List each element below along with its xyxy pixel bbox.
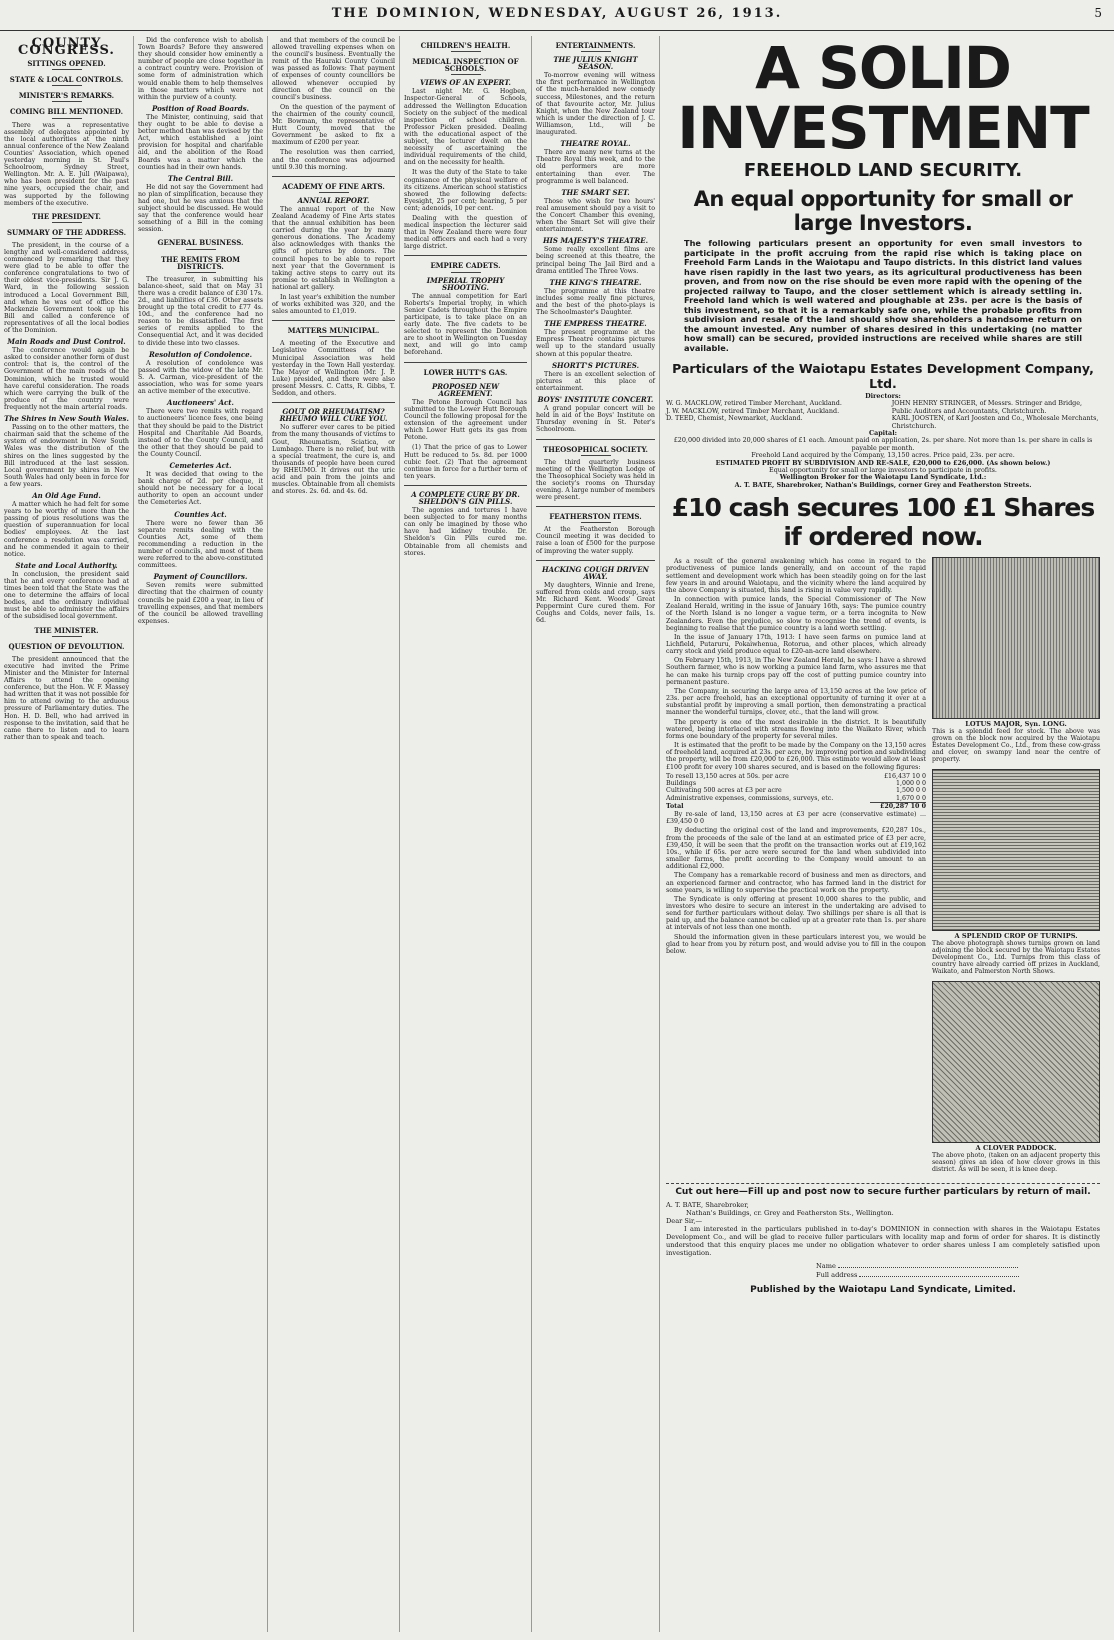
photo-caption xyxy=(932,1145,1100,1173)
article-paragraph: The president announced that the executive had invited the Prime Minister and the Minister for Internal Affairs to attend the opening conference, but the Hon. W. F. Massey had written that it was not possible for him to attend owing to the arduous pressure of Parliamentary duties. The Hon. H. D. Bell, who had arrived in response to the invitation, said that he came there to listen and to learn rather than to speak and teach. xyxy=(4,655,129,741)
directors-label: Directors: xyxy=(865,392,901,400)
article-paragraph: In last year's exhibition the number of works exhibited was 320, and the sales amounted to £1,019. xyxy=(272,294,395,316)
article-paragraph: and that members of the council be allowed travelling expenses when on the council's business. Eventually the remit of the Hauraki County Council was passed as follows: That payment of expenses of county councillors be allowed whenever occupied by direction of the council on the council's business. xyxy=(272,37,395,101)
section-heading: Main Roads and Dust Control. xyxy=(7,337,126,347)
director: D. TEED, Chemist, Newmarket, Auckland. xyxy=(666,414,803,423)
article-paragraph: The annual competition for Earl Roberts's Imperial trophy, in which Senior Cadets throughout the Empire participate, is to take place on an early date. The five cadets to be selected to represent the Dominion are to shoot in Wellington on Tuesday next, and will go into camp beforehand. xyxy=(404,292,527,357)
caption-text: The above photo, (taken on an adjacent property this season) gives an idea of how clover grows in this district. As will be seen, it is knee deep. xyxy=(932,1152,1100,1174)
article-paragraph: To-morrow evening will witness the first performance in Wellington of the much-heralded new comedy success, Milestones, and the return of that favourite actor, Mr. Julius Knight, when the New Zealand tour which is under the direction of J. C. Williamson, Ltd., will be inaugurated. xyxy=(536,72,655,137)
ad-paragraph: By deducting the original cost of the land and improvements, £20,287 10s., from the proceeds of the sale of the land at an estimated price of £3 per acre, £39,450, it will be seen that the profit on the transaction works out at £19,162 10s., while if 65s. per acre were secured for the land when subdivided into smaller farms, the profit according to the Company would amount to an additional £2,000. xyxy=(666,827,926,871)
table-row xyxy=(666,802,926,810)
cut-out-coupon-heading: Cut out here—Fill up and post now to secure further particulars by return of mail. xyxy=(666,1183,1100,1197)
advertisement-text: No sufferer ever cares to be pitied from the many thousands of victims to Gout, Rheumatism, Sciatica, or Lumbago. There is no relief, but with a special treatment, the cure is, and thousands of people have been cured by RHEUMO. It drives out the uric acid and pain from the joints and muscles. Obtainable from all chemists and stores. 2s. 6d. and 4s. 6d. xyxy=(272,424,395,496)
section-heading: QUESTION OF DEVOLUTION. xyxy=(4,643,129,653)
directors-list xyxy=(666,400,1100,430)
section-heading: State and Local Authority. xyxy=(15,560,118,570)
coupon-address-label: Full address xyxy=(816,1271,858,1280)
section-heading: THE KING'S THEATRE. xyxy=(549,277,642,287)
article-paragraph: There were two remits with regard to auctioneers' licence fees, one being that they should be paid to the District Hospital and Charitable Aid Boards, instead of to the County Council, and the other that they should be paid to the County Council. xyxy=(138,408,263,458)
advertisement-heading: A COMPLETE CURE BY DR. SHELDON'S GIN PILLS. xyxy=(411,489,520,506)
table-row xyxy=(666,795,926,803)
section-heading: THE SMART SET. xyxy=(561,187,630,197)
section-heading: SHORTT'S PICTURES. xyxy=(551,360,640,370)
article-paragraph: Dealing with the question of medical inspection the lecturer said that in New Zealand there were four medical officers and each had a very large district. xyxy=(404,214,527,251)
section-heading: Resolution of Condolence. xyxy=(148,349,253,359)
table-cell: Administrative expenses, commissions, surveys, etc. xyxy=(666,794,834,802)
article-paragraph: There are many new turns at the Theatre Royal this week, and to the old performers are more entertaining than ever. The programme is well balanced. xyxy=(536,149,655,185)
article-paragraph: In conclusion, the president said that he and every conference had at times been told that the State was the one to determine the affairs of local bodies, and the ordinary individual must be able to administer the affairs of the subsidised local government. xyxy=(4,570,129,621)
broker-name: A. T. BATE, Sharebroker, Nathan's Buildings, corner Grey and Featherston Streets. xyxy=(734,480,1032,489)
article-paragraph: Passing on to the other matters, the chairman said that the scheme of the system of endowment in New South Wales was the distribution of the shires on the lines suggested by the Bill introduced at the last session. Local government by shires in New South Wales had only been in force for a few years. xyxy=(4,424,129,488)
article-paragraph: The president, in the course of a lengthy and well-considered address, commenced by remarking that they were glad to be able to offer the conference congratulations to two of their oldest vice-presidents. Sir J. G. Ward, in the following session introduced a Local Government Bill, and when he was out of office the Mackenzie Government took up his Bill and called a conference of representatives of all the local bodies of the Dominion. xyxy=(4,241,129,334)
order-coupon xyxy=(666,1201,1100,1279)
article-paragraph: There were no fewer than 36 separate remits dealing with the Counties Act, some of them recommending a reduction in the number of councils, and most of them were referred to the above-constituted committees. xyxy=(138,519,263,570)
article-paragraph: The third quarterly business meeting of the Wellington Lodge of the Theosophical Society was held in the society's rooms on Thursday evening. A large number of members were present. xyxy=(536,458,655,502)
investment-advertisement xyxy=(660,36,1106,1632)
divider xyxy=(272,320,395,321)
ad-company-heading: Particulars of the Waiotapu Estates Development Company, Ltd. xyxy=(672,361,1094,391)
section-heading: ANNUAL REPORT. xyxy=(297,195,370,205)
article-paragraph: The resolution was then carried, and the conference was adjourned until 9.30 this morning. xyxy=(272,149,395,171)
coupon-name-field[interactable] xyxy=(838,1261,1018,1268)
column-county-continued xyxy=(134,36,268,1632)
headline-county-congress: COUNTY CONGRESS. xyxy=(18,36,115,59)
article-paragraph: Those who wish for two hours' real amusement should pay a visit to the Concert Chamber this evening, when the Smart Set will give their entertainment. xyxy=(536,197,655,234)
masthead xyxy=(0,0,1114,31)
article-paragraph: Last night Mr. G. Hogben, Inspector-General of Schools, addressed the Wellington Education Society on the subject of the medical inspection of school children. Professor Picken presided. Dealing with the educational aspect of the subject, the lecturer dwelt on the necessity of ascertaining the individual requirements of the child, and on the necessity for health. xyxy=(404,88,527,167)
column-entertainments xyxy=(532,36,660,1632)
ad-paragraph: As a result of the general awakening which has come in regard to the productiveness of pumice lands generally, and on account of the rapid settlement and development work which has been steadily going on for the last few years in and around Waiotapu, and the vicinity where the land acquired by the above Company is situated, this land is rising in value very rapidly. xyxy=(666,558,926,594)
section-heading: The Central Bill. xyxy=(167,173,234,183)
section-heading: THEATRE ROYAL. xyxy=(560,139,631,149)
section-heading: VIEWS OF AN EXPERT. xyxy=(420,78,511,88)
ad-intro: The following particulars present an opportunity for even small investors to participate in the profit accruing from the rapid rise which is taking place on Freehold Farm Lands in the Waiotapu and Taupo districts. In this district land values have risen rapidly in the last two years, as its agricultural productiveness has been proven, and from now on the rise should be even more rapid with the opening of the projected railway to Taupo, and the closer settlement which is already settling in. Freehold land which is well watered and ploughable at 23s. per acre is the basis of this investment, so that it is a remarkably safe one, while the probable profits from subdivision and resale of the land should show shareholders a handsome return on the amount invested. Any number of shares desired in this undertaking (no matter how small) can be secured, provided instructions are received while shares are still available. xyxy=(684,238,1082,353)
table-cell: Buildings xyxy=(666,779,697,787)
table-cell: £20,287 10 0 xyxy=(870,802,926,810)
subhead: MINISTER'S REMARKS. xyxy=(4,92,129,102)
capital-text: £20,000 divided into 20,000 shares of £1 each. Amount paid on application, 2s. per share. Not more than 1s. per share in calls is payable per month. xyxy=(673,436,1093,452)
section-heading: THEOSOPHICAL SOCIETY. xyxy=(536,446,655,456)
section-heading: BOYS' INSTITUTE CONCERT. xyxy=(537,395,654,405)
section-heading: THE EMPRESS THEATRE. xyxy=(544,319,647,329)
caption-title: A CLOVER PADDOCK. xyxy=(975,1144,1057,1153)
section-heading: LOWER HUTT'S GAS. xyxy=(404,369,527,379)
table-row xyxy=(666,773,926,780)
photo-caption xyxy=(932,721,1100,763)
table-cell: 1,000 0 0 xyxy=(895,779,926,787)
section-heading: ENTERTAINMENTS. xyxy=(536,42,655,52)
ad-paragraph: By re-sale of land, 13,150 acres at £3 per acre (conservative estimate) ... £39,450 0 0 xyxy=(666,811,926,826)
article-paragraph: On the question of the payment of the chairmen of the county council, Mr. Bowman, the representative of Hutt County, moved that the Government be asked to fix a maximum of £200 per year. xyxy=(272,103,395,147)
section-heading: PROPOSED NEW AGREEMENT. xyxy=(431,381,500,398)
section-heading: An Old Age Fund. xyxy=(32,490,101,500)
table-cell: £16,437 10 0 xyxy=(883,772,926,780)
section-heading: THE REMITS FROM DISTRICTS. xyxy=(138,256,263,273)
article-paragraph: A meeting of the Executive and Legislative Committees of the Municipal Association was held yesterday in the Town Hall yesterday. The Mayor of Wellington (Mr. J. P. Luke) presided, and there were also present Messrs. C. Catts, R. Gibbs, T. Seddon, and others. xyxy=(272,340,395,398)
ad-paragraph: On February 15th, 1913, in The New Zealand Herald, he says: I have a shrewd Southern farmer, who is now working a pumice land farm, who assures me that he can make his turnip crops pay off the cost of putting pumice country into permanent pasture. xyxy=(666,657,926,686)
advertisement-heading: GOUT OR RHEUMATISM? RHEUMO WILL CURE YOU. xyxy=(279,407,388,424)
advertisement-text: The agonies and tortures I have been subjected to for many months can only be imagined by those who have had kidney trouble. Dr. Sheldon's Gin Pills cured me. Obtainable from all chemists and stores. xyxy=(404,507,527,557)
article-paragraph: There is an excellent selection of pictures at this place of entertainment. xyxy=(536,370,655,392)
table-cell: 1,500 0 0 xyxy=(895,787,926,795)
photo-lotus-major xyxy=(932,557,1100,719)
article-paragraph: A resolution of condolence was passed with the widow of the late Mr. S. A. Carman, vice-president of the association, who was for some years an active member of the executive. xyxy=(138,359,263,396)
article-paragraph: At the Featherston Borough Council meeting it was decided to raise a loan of £500 for the purpose of improving the water supply. xyxy=(536,526,655,555)
article-paragraph: The treasurer, in submitting his balance-sheet, said that on May 31 there was a credit balance of £30 17s. 2d., and liabilities of £36. Other assets brought up the total credit to £77 4s. 10d., and the conference had no reason to be dissatisfied. The first series of remits applied to the Consequential Act, and it was decided to divide these into two classes. xyxy=(138,275,263,347)
section-heading: SUMMARY OF THE ADDRESS. xyxy=(4,229,129,239)
ad-paragraph: The Syndicate is only offering at present 10,000 shares to the public, and investors who desire to secure an interest in the undertaking are advised to send for further particulars without delay. Two shillings per share is all that is paid up, and the balance cannot be called up at a greater rate than 1s. per share at intervals of not less than one month. xyxy=(666,895,926,932)
divider xyxy=(272,402,395,403)
article-paragraph: The conference would again be asked to consider another form of dust control: that is, the control of the Government of the main roads of the Dominion, which he trusted would have careful consideration. The roads which were carrying the bulk of the produce of the country were frequently not the main arterial roads. xyxy=(4,347,129,411)
divider xyxy=(536,439,655,440)
article-paragraph: It was decided that owing to the bank charge of 2d. per cheque, it should not be necessary for a local authority to open an account under the Cemeteries Act. xyxy=(138,471,263,507)
publisher-line: Published by the Waiotapu Land Syndicate, Limited. xyxy=(750,1285,1016,1296)
advertisement-heading: HACKING COUGH DRIVEN AWAY. xyxy=(542,564,649,581)
ad-paragraph: The Company, in securing the large area of 13,150 acres at the low price of 23s. per acre freehold, has an exceptional opportunity of turning it over at a substantial profit by improving a small portion, then demonstrating a practical manner the wonderful turnips, clover, etc., that the land will grow. xyxy=(666,687,926,717)
coupon-recipient: A. T. BATE, Sharebroker, xyxy=(666,1201,749,1210)
coupon-address: Nathan's Buildings, cr. Grey and Featherston Sts., Wellington. xyxy=(686,1209,894,1218)
section-heading: CHILDREN'S HEALTH. xyxy=(404,42,527,52)
article-paragraph: The programme at this theatre includes some really fine pictures, and the best of the photo-plays is The Schoolmaster's Daughter. xyxy=(536,287,655,317)
director: KARL JOOSTEN, of Karl Joosten and Co., Wholesale Merchants, Christchurch. xyxy=(891,414,1099,430)
subhead: STATE & LOCAL CONTROLS. xyxy=(4,76,129,86)
ad-tagline: An equal opportunity for small or large Investors. xyxy=(693,187,1073,235)
caption-text: This is a splendid feed for stock. The above was grown on the block now acquired by the Waiotapu Estates Development Co., Ltd., from these cow-grass and clover, on swampy land near the centre of property. xyxy=(932,728,1100,764)
divider xyxy=(536,506,655,507)
column-county-congress xyxy=(0,36,134,1632)
ad-paragraph: The Company has a remarkable record of business and men as directors, and an experienced farmer and contractor, who has farmed land in the district for some years, is willing to supervise the practical work on the property. xyxy=(666,872,926,894)
page-number: 5 xyxy=(1094,6,1102,20)
article-paragraph: There was a representative assembly of delegates appointed by the local authorities at the ninth annual conference of the New Zealand Counties' Association, which opened yesterday morning in St. Paul's Schoolroom, Sydney Street, Wellington. Mr. A. E. Jull (Waipawa), who has been president for the past nine years, occupied the chair, and was supported by the following members of the executive. xyxy=(4,121,129,207)
table-cell: Total xyxy=(666,802,684,810)
article-paragraph: A grand popular concert will be held in aid of the Boys' Institute on Thursday evening in St. Peter's Schoolroom. xyxy=(536,405,655,434)
divider xyxy=(404,255,527,256)
section-heading: The Shires in New South Wales. xyxy=(4,414,129,424)
article-paragraph: A matter which he had felt for some years to be worthy of more than the passing of pious resolutions was the question of superannuation for local bodies' employees. At the last conference a resolution was carried, and he commended it again to their notice. xyxy=(4,501,129,558)
freehold-text: Freehold Land acquired by the Company, 13,150 acres. Price paid, 23s. per acre. xyxy=(751,451,1015,460)
directors-right xyxy=(892,400,1100,430)
coupon-name-row xyxy=(666,1261,1100,1270)
article-paragraph: Did the conference wish to abolish Town Boards? Before they answered they should consider how eminently a number of people are close together in a contract country were. Provision of some form of administration which would enable them to help themselves in those matters which were not within the purview of a county. xyxy=(138,37,263,101)
equal-opportunity: Equal opportunity for small or large investors to participate in profits. xyxy=(769,466,997,475)
section-heading: THE MINISTER. xyxy=(4,627,129,637)
subhead: COMING BILL MENTIONED. xyxy=(4,108,129,118)
section-heading: EMPIRE CADETS. xyxy=(404,262,527,272)
article-paragraph: Some really excellent films are being screened at this theatre, the principal being The Jail Bird and a drama entitled The Three Vows. xyxy=(536,246,655,275)
ad-body xyxy=(666,557,1100,1179)
section-heading: MEDICAL INSPECTION OF SCHOOLS. xyxy=(404,58,527,75)
divider xyxy=(404,485,527,486)
section-heading: HIS MAJESTY'S THEATRE. xyxy=(542,236,649,246)
photo-caption xyxy=(932,933,1100,975)
caption-title: A SPLENDID CROP OF TURNIPS. xyxy=(954,932,1078,941)
table-cell: To resell 13,150 acres at 50s. per acre xyxy=(666,772,789,780)
caption-text: The above photograph shows turnips grown on land adjoining the block secured by the Waiotapu Estates Development Co., Ltd. Turnips from this class of country have already carried off prizes in Auckland, Waikato, and Palmerston North Shows. xyxy=(932,940,1100,976)
article-paragraph: The annual report of the New Zealand Academy of Fine Arts states that the annual exhibition has been carried during the year by many generous donations. The Academy also acknowledges with thanks the gifts of pictures by donors. The council hopes to be able to report next year that the Government is taking active steps to carry out its promise to establish in Wellington a national art gallery. xyxy=(272,205,395,291)
section-heading: FEATHERSTON ITEMS. xyxy=(536,513,655,523)
table-row xyxy=(666,780,926,787)
ad-paragraph: It is estimated that the profit to be made by the Company on the 13,150 acres of freehold land, acquired at 23s. per acre, by improving portion and subdividing the property, will be from £20,000 to £26,000. This estimate would allow at least £100 profit for every 100 shares secured, and is based on the following figures: xyxy=(666,742,926,771)
table-cell: 1,670 0 0 xyxy=(895,794,926,802)
photo-turnips xyxy=(932,769,1100,931)
coupon-body: I am interested in the particulars published in to-day's DOMINION in connection with shares in the Waiotapu Estates Development Co., and will be glad to receive fuller particulars with locality map and form of order for shares. It is distinctly understood that this enquiry places me under no obligation whatever to order shares unless I am completely satisfied upon investigation. xyxy=(666,1225,1100,1258)
director: JOHN HENRY STRINGER, of Messrs. Stringer and Bridge, Public Auditors and Accountants, Christchurch. xyxy=(891,399,1083,415)
section-heading: Auctioneers' Act. xyxy=(167,398,234,408)
ad-paragraph: In connection with pumice lands, the Special Commissioner of The New Zealand Herald, writing in the issue of January 16th, says: The pumice country of the North Island is no longer a vague term, or a terra incognita to New Zealanders. Even the prejudice, so slow to recognise the trend of events, is beginning to realise that the pumice country is a land worth settling. xyxy=(666,596,926,632)
coupon-address-field[interactable] xyxy=(859,1270,1019,1277)
ad-subheadline: FREEHOLD LAND SECURITY. xyxy=(743,160,1023,181)
divider xyxy=(272,176,395,177)
section-heading: Position of Road Boards. xyxy=(152,103,249,113)
column-childrens-health xyxy=(400,36,532,1632)
section-heading: THE PRESIDENT. xyxy=(4,213,129,223)
section-heading: Counties Act. xyxy=(174,509,227,519)
section-heading: IMPERIAL TROPHY SHOOTING. xyxy=(426,275,505,292)
estimated-profit: ESTIMATED PROFIT BY SUBDIVISION AND RE-SALE, £20,000 to £26,000. (As shown below.) xyxy=(715,458,1051,467)
section-heading: ACADEMY OF FINE ARTS. xyxy=(272,183,395,193)
column-academy-municipal xyxy=(268,36,400,1632)
masthead-title: THE DOMINION, WEDNESDAY, AUGUST 26, 1913. xyxy=(331,6,783,21)
article-paragraph: The present programme at the Empress Theatre contains pictures well up to the standard usually shown at this popular theatre. xyxy=(536,329,655,358)
article-paragraph: It was the duty of the State to take cognisance of the physical welfare of its citizens. American school statistics showed the following defects: Eyesight, 25 per cent; hearing, 5 per cent; adenoids, 10 per cent. xyxy=(404,169,527,212)
table-cell: Cultivating 500 acres at £3 per acre xyxy=(666,787,782,795)
divider xyxy=(536,560,655,561)
article-paragraph: The Minister, continuing, said that they ought to be able to devise a better method than was devised by the Act, which established a joint provision for hospital and charitable aid, and the abolition of the Road Boards was a matter which the counties had in their own hands. xyxy=(138,113,263,171)
ad-paragraph: In the issue of January 17th, 1913: I have seen farms on pumice land at Lichfield, Putaruru, Pokaiwhenua, Rotorua, and other places, which already carry stock and yield produce equal to £20-an-acre land elsewhere. xyxy=(666,633,926,656)
financial-table xyxy=(666,773,926,810)
ad-photos xyxy=(932,557,1100,1179)
broker-heading: Wellington Broker for the Waiotapu Land Syndicate, Ltd.: xyxy=(779,473,987,482)
table-row xyxy=(666,787,926,794)
section-heading: MATTERS MUNICIPAL. xyxy=(272,327,395,337)
section-heading: THE JULIUS KNIGHT SEASON. xyxy=(553,55,638,72)
ad-paragraph: Should the information given in these particulars interest you, we would be glad to hear from you by return post, and would advise you to fill in the coupon below. xyxy=(666,933,926,955)
coupon-address-row xyxy=(666,1270,1100,1279)
advertisement-text: My daughters, Winnie and Irene, suffered from colds and croup, says Mr. Richard Kent. Woods' Great Peppermint Cure cured them. For Coughs and Colds, never fails, 1s. 6d. xyxy=(536,581,655,625)
coupon-salutation: Dear Sir,— xyxy=(666,1217,703,1226)
article-paragraph: The Petone Borough Council has submitted to the Lower Hutt Borough Council the following proposal for the extension of the agreement under which Lower Hutt gets its gas from Petone. xyxy=(404,398,527,442)
subhead: SITTINGS OPENED. xyxy=(4,60,129,70)
ad-body-text xyxy=(666,557,926,1179)
ad-headline: A SOLID INVESTMENT xyxy=(677,36,1089,162)
capital-label: Capital: xyxy=(868,429,897,438)
divider xyxy=(404,362,527,363)
section-heading: GENERAL BUSINESS. xyxy=(138,239,263,249)
director: J. W. MACKLOW, retired Timber Merchant, Auckland. xyxy=(666,406,840,415)
caption-title: LOTUS MAJOR, Syn. LONG. xyxy=(965,720,1067,729)
photo-clover-paddock xyxy=(932,981,1100,1143)
directors-left xyxy=(666,400,874,430)
section-heading: Payment of Councillors. xyxy=(153,572,248,582)
coupon-name-label: Name xyxy=(816,1262,836,1271)
director: W. G. MACKLOW, retired Timber Merchant, Auckland. xyxy=(666,399,842,408)
section-heading: Cemeteries Act. xyxy=(169,460,232,470)
ad-paragraph: The property is one of the most desirable in the district. It is beautifully watered, being interlaced with streams flowing into the Waikato River, which forms one boundary of the property for several miles. xyxy=(666,718,926,740)
ad-offer-headline: £10 cash secures 100 £1 Shares if ordered now. xyxy=(671,493,1095,552)
article-paragraph: (1) That the price of gas to Lower Hutt be reduced to 5s. 8d. per 1000 cubic feet. (2) That the agreement continue in force for a further term of ten years. xyxy=(404,444,527,480)
article-paragraph: Seven remits were submitted directing that the chairmen of county councils be paid £200 a year, in lieu of travelling expenses, and that members of the council be allowed travelling expenses. xyxy=(138,582,263,625)
article-paragraph: He did not say the Government had no plan of simplification, because they had one, but he was anxious that the subject should be discussed. He would say that the conference would hear something of a Bill in the coming session. xyxy=(138,183,263,234)
